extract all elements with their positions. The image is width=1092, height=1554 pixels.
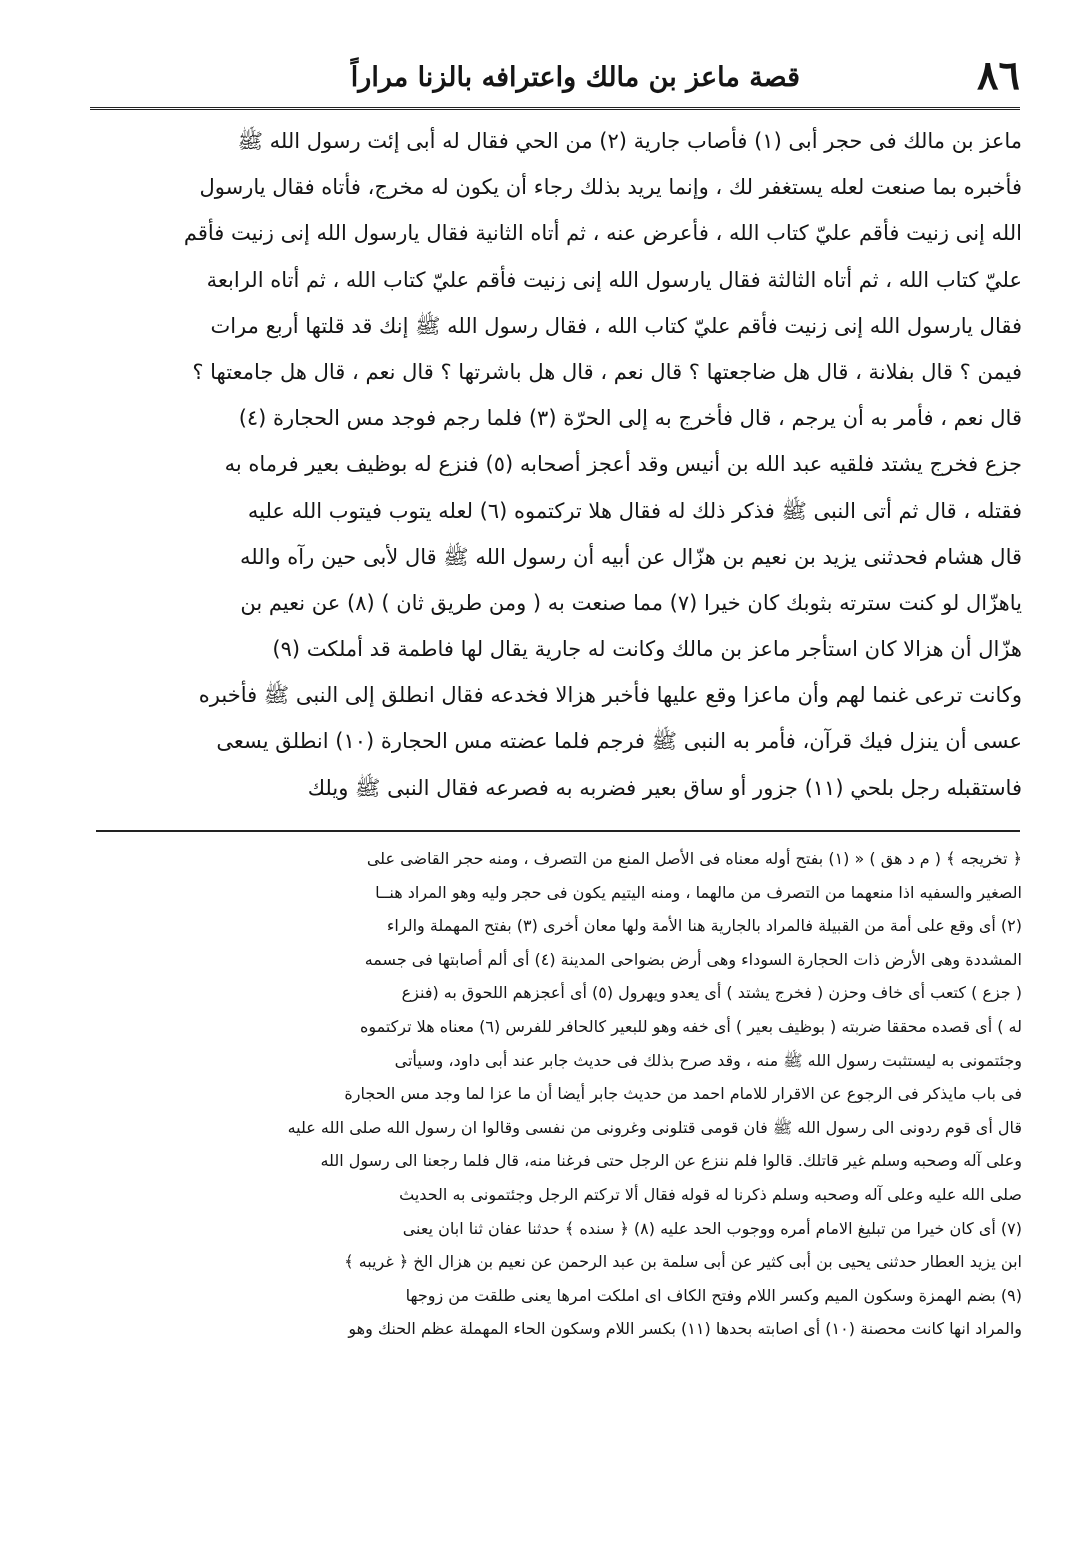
main-text-line: هزّال أن هزالا كان استأجر ماعز بن مالك وكانت له جارية يقال لها فاطمة قد أملكت (٩): [272, 637, 1022, 662]
footnote-line: وعلى آله وصحبه وسلم غير قاتلك. قالوا فلم ننزع عن الرجل حتى فرغنا منه، قال فلما رجعنا الى رسول الله: [320, 1151, 1022, 1171]
footnote-line: المشددة وهى الأرض ذات الحجارة السوداء وهى أرض بضواحى المدينة (٤) أى ألم أصابتها فى جسمه: [364, 949, 1022, 969]
main-text-line: ياهزّال لو كنت سترته بثوبك كان خيرا (٧) مما صنعت به ( ومن طريق ثان ) (٨) عن نعيم بن: [240, 590, 1022, 615]
main-text-line: فقتله ، قال ثم أتى النبى ﷺ فذكر ذلك له فقال هلا تركتموه (٦) لعله يتوب فيتوب الله عليه: [247, 498, 1022, 523]
main-text-line: فاستقبله رجل بلحي (١١) جزور أو ساق بعير فضربه به فصرعه فقال النبى ﷺ ويلك: [307, 775, 1022, 800]
main-text-line: ماعز بن مالك فى حجر أبى (١) فأصاب جارية (٢) من الحي فقال له أبى إئت رسول الله ﷺ: [237, 129, 1022, 153]
footnote-rule: [96, 830, 1020, 832]
main-text-line: قال هشام فحدثنى يزيد بن نعيم بن هزّال عن أبيه أن رسول الله ﷺ قال لأبى حين رآه والله: [240, 544, 1022, 569]
footnote-line: والمراد انها كانت محصنة (١٠) أى اصابته بحدها (١١) بكسر اللام وسكون الحاء المهملة عظم الحنك وهو: [348, 1319, 1022, 1339]
main-text-line: فأخبره بما صنعت لعله يستغفر لك ، وإنما يريد بذلك رجاء أن يكون له مخرج، فأتاه فقال يارسول: [199, 175, 1022, 200]
footnote-line: (٢) أى وقع على أمة من القبيلة فالمراد بالجارية هنا الأمة ولها معان أخرى (٣) بفتح المهملة والراء: [386, 916, 1022, 936]
footnote-line: ابن يزيد العطار حدثنى يحيى بن أبى كثير عن أبى سلمة بن عبد الرحمن عن نعيم بن هزال الخ ﴿ غريبه ﴾: [344, 1252, 1022, 1272]
main-text-line: عليّ كتاب الله ، ثم أتاه الثالثة فقال يارسول الله إنى زنيت فأقم عليّ كتاب الله ، ثم أتاه الرابعة: [206, 267, 1022, 292]
main-text-line: جزع فخرج يشتد فلقيه عبد الله بن أنيس وقد أعجز أصحابه (٥) فنزع له بوظيف بعير فرماه به: [224, 452, 1022, 477]
running-title: قصة ماعز بن مالك واعترافه بالزنا مراراً: [350, 62, 800, 93]
footnote-line: قال أى قوم ردونى الى رسول الله ﷺ فان قومى قتلونى وغرونى من نفسى وقالوا ان رسول الله صلى الله عليه: [287, 1117, 1022, 1137]
footnote-line: فى باب مايذكر فى الرجوع عن الاقرار للامام احمد من حديث جابر أيضا أن ما عزا لما وجد مس الحجارة: [344, 1084, 1022, 1104]
footnote-line: (٧) أى كان خيرا من تبليغ الامام أمره ووجوب الحد عليه (٨) ﴿ سنده ﴾ حدثنا عفان ثنا ابان يعنى: [402, 1218, 1022, 1238]
page-number: ٨٦: [977, 52, 1020, 99]
footnote-line: له ) أى قصده محققا ضربته ( بوظيف بعير ) أى خفه وهو للبعير كالحافر للفرس (٦) معناه هلا تركتموه: [359, 1016, 1022, 1036]
footnotes: [88, 842, 1022, 1346]
main-text-line: قال نعم ، فأمر به أن يرجم ، قال فأخرج به إلى الحرّة (٣) فلما رجم فوجد مس الحجارة (٤): [238, 406, 1022, 431]
footnote-line: الصغير والسفيه اذا منعهما من التصرف من مالهما ، ومنه اليتيم يكون فى حجر وليه وهو المراد هنــا: [375, 882, 1022, 902]
main-text: [88, 118, 1022, 811]
main-text-line: الله إنى زنيت فأقم عليّ كتاب الله ، فأعرض عنه ، ثم أتاه الثانية فقال يارسول الله إنى زنيت فأقم: [183, 221, 1022, 246]
footnote-line: ( جزع ) كتعب أى خاف وحزن ( فخرج يشتد ) أى يعدو ويهرول (٥) أى أعجزهم اللحوق به (فنزع: [401, 983, 1022, 1003]
main-text-line: فيمن ؟ قال بفلانة ، قال هل ضاجعتها ؟ قال نعم ، قال هل باشرتها ؟ قال نعم ، قال هل جامعتها ؟: [192, 359, 1022, 384]
main-text-line: عسى أن ينزل فيك قرآن، فأمر به النبى ﷺ فرجم فلما عضته مس الحجارة (١٠) انطلق يسعى: [216, 729, 1022, 754]
main-text-line: فقال يارسول الله إنى زنيت فأقم عليّ كتاب الله ، فقال رسول الله ﷺ إنك قد قلتها أربع مرات: [210, 313, 1022, 338]
footnote-line: (٩) بضم الهمزة وسكون الميم وكسر اللام وفتح الكاف اى املكت امرها يعنى طلقت من زوجها: [405, 1285, 1022, 1305]
page-header: [90, 52, 1020, 108]
main-text-line: وكانت ترعى غنما لهم وأن ماعزا وقع عليها فأخبر هزالا فخدعه فقال انطلق إلى النبى ﷺ فأخبره: [198, 683, 1022, 708]
footnote-line: صلى الله عليه وعلى آله وصحبه وسلم ذكرنا له قوله فقال ألا تركتم الرجل وجئتمونى به الحديث: [399, 1184, 1022, 1204]
footnote-line: ﴿ تخريجه ﴾ ( م د هق ) « (١) بفتح أوله معناه فى الأصل المنع من التصرف ، ومنه حجر القاضى على: [366, 849, 1022, 868]
footnote-line: وجئتمونى به ليستثبت رسول الله ﷺ منه ، وقد صرح بذلك فى حديث جابر عند أبى داود، وسيأتى: [394, 1050, 1022, 1070]
header-rule: [90, 107, 1020, 110]
